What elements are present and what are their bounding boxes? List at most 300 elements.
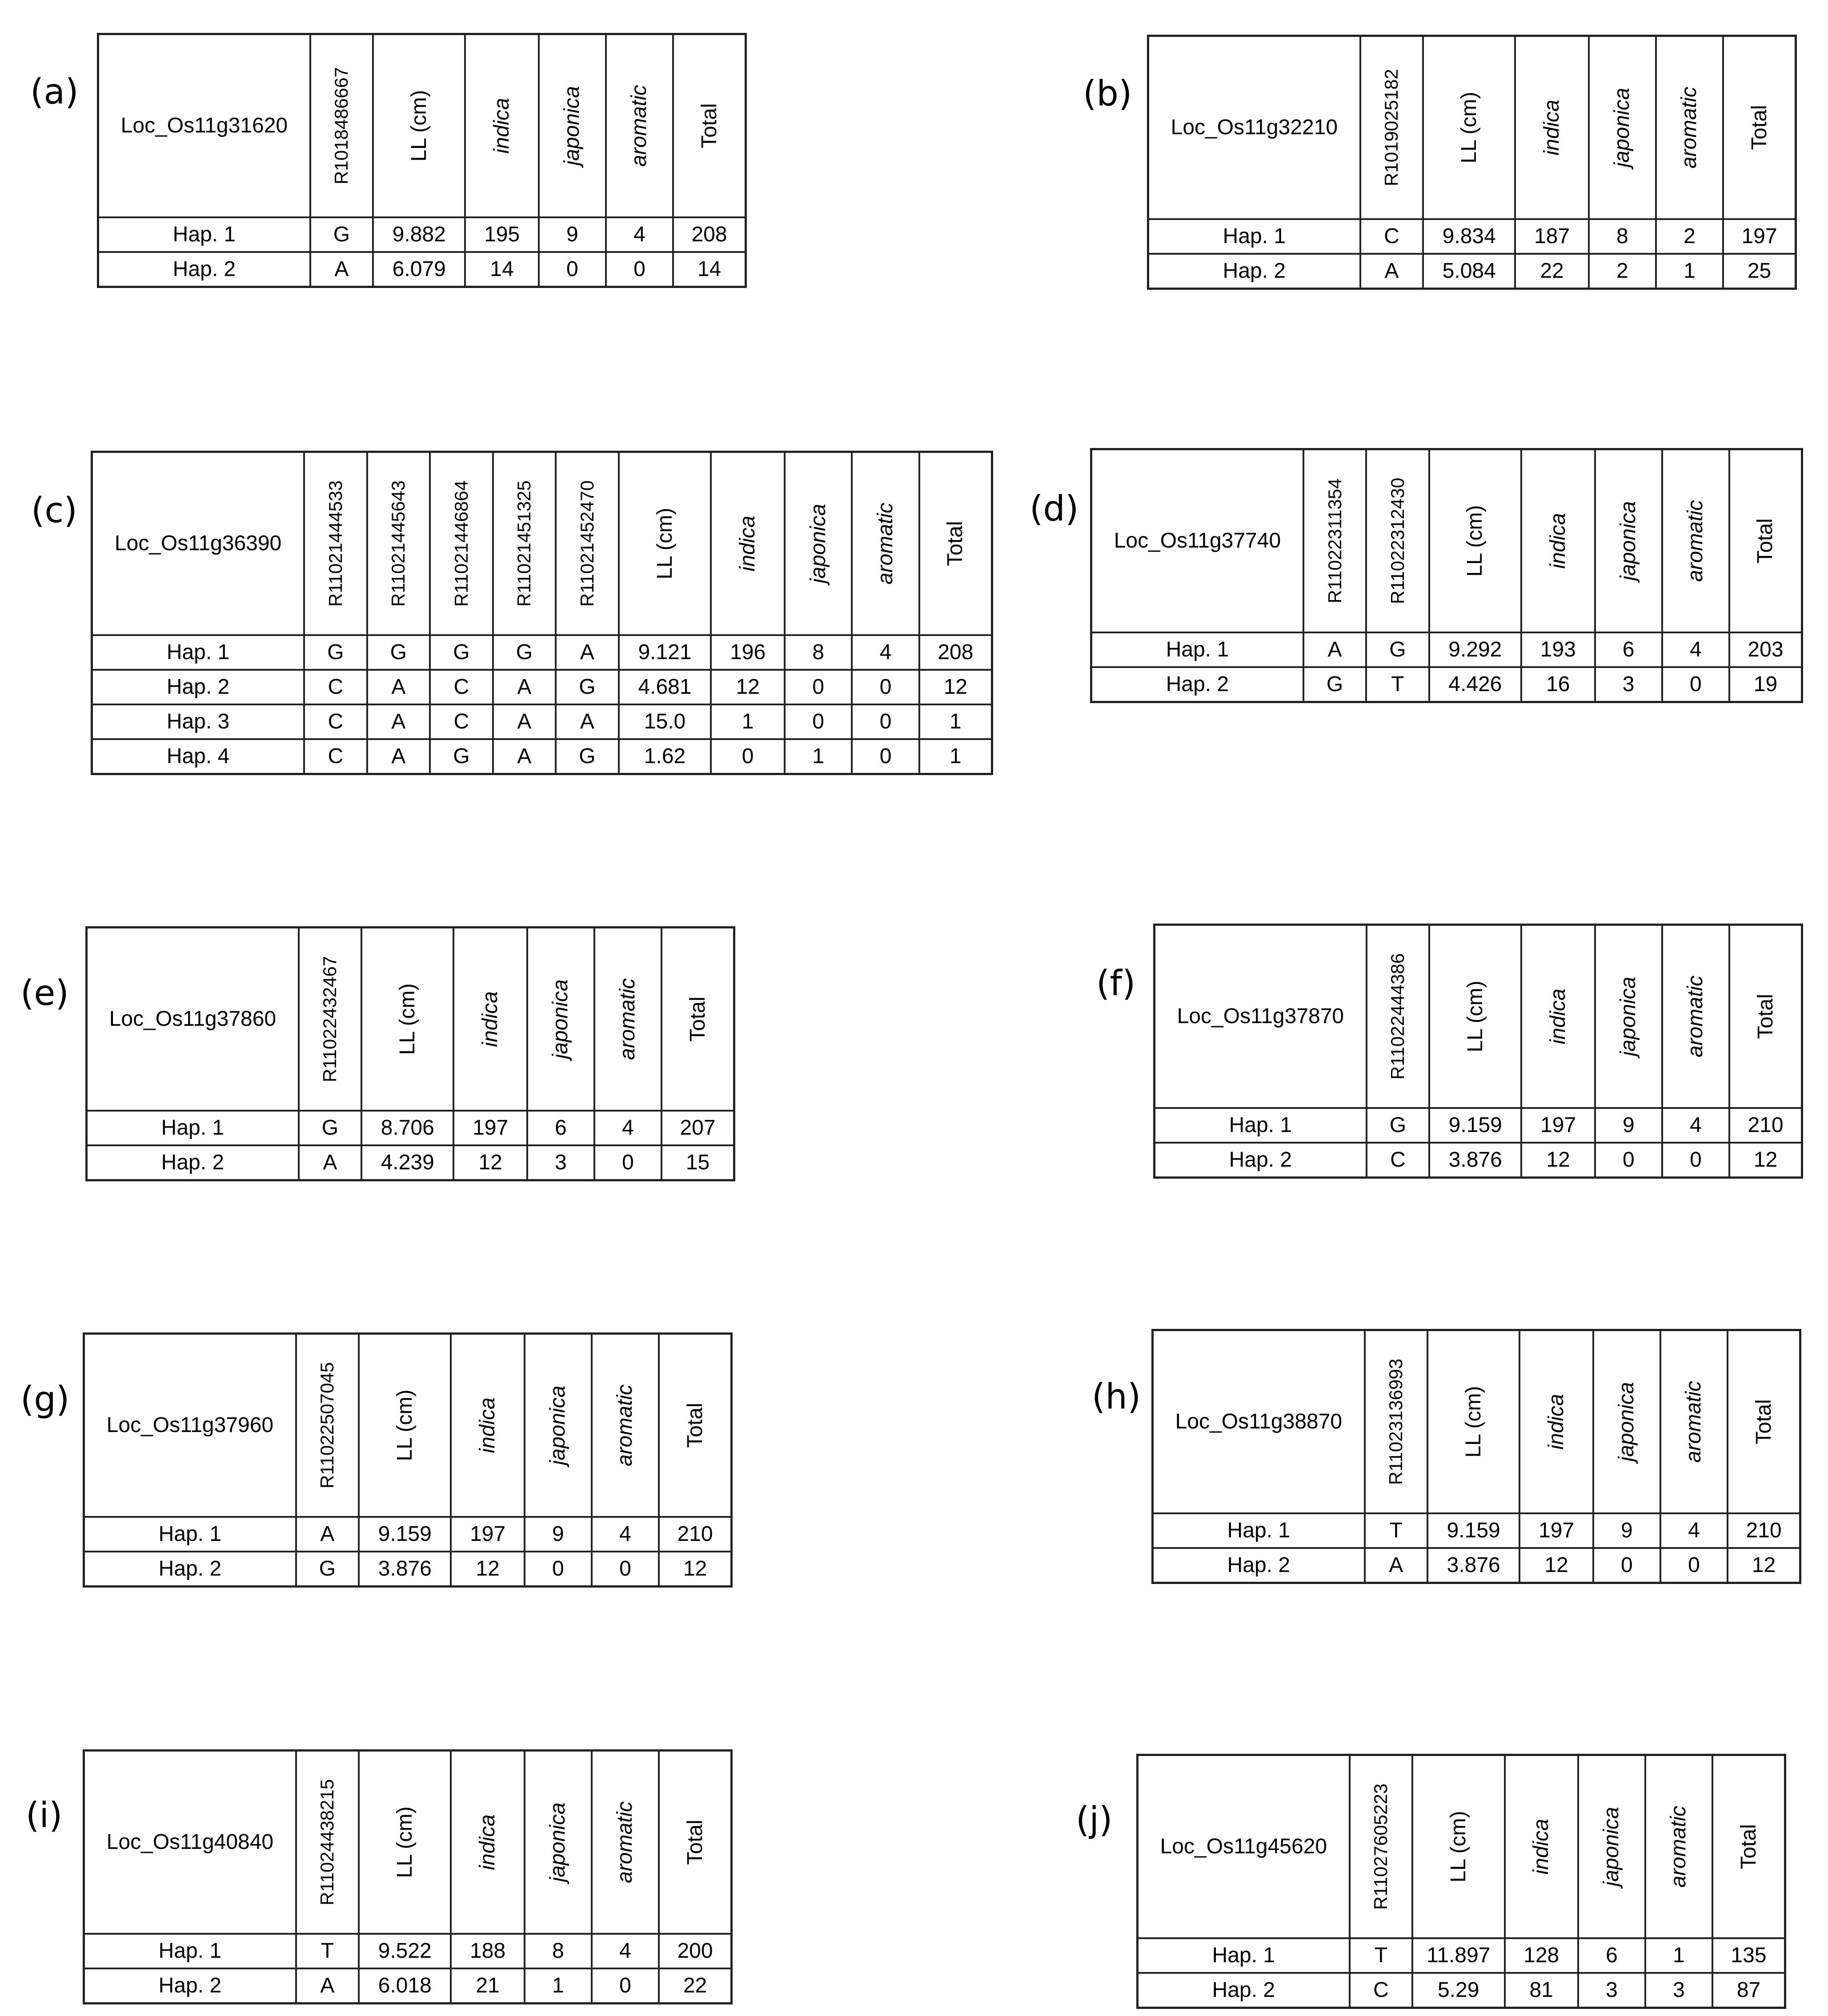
indica-count: 21 xyxy=(451,1968,524,2004)
allele-cell: A xyxy=(296,1517,359,1552)
column-header-label: Total xyxy=(683,1403,707,1448)
table-row xyxy=(1138,1938,1785,1973)
haplotype-table xyxy=(91,451,993,775)
indica-count: 12 xyxy=(453,1145,527,1180)
haplotype-table xyxy=(97,33,747,288)
allele-cell: T xyxy=(1365,1513,1427,1548)
total-count: 25 xyxy=(1723,254,1796,289)
marker-header xyxy=(1360,36,1423,220)
hap-label: Hap. 2 xyxy=(1138,1973,1350,2008)
column-header-label: LL (cm) xyxy=(1463,505,1487,577)
indica-count: 12 xyxy=(711,670,785,704)
column-header-label: Total xyxy=(1747,105,1771,150)
hap-label: Hap. 2 xyxy=(87,1145,299,1180)
japonica-header xyxy=(785,452,852,636)
column-header-label: indica xyxy=(1546,988,1570,1044)
panel-label: (i) xyxy=(26,1796,63,1836)
allele-cell: C xyxy=(304,704,367,739)
allele-cell: C xyxy=(1367,1143,1429,1178)
column-header-label: japonica xyxy=(806,504,830,584)
table-row xyxy=(87,1145,734,1180)
hap-label: Hap. 2 xyxy=(1148,254,1360,289)
panel-label: (a) xyxy=(30,72,79,112)
table-row xyxy=(98,217,746,252)
column-header-label: indica xyxy=(478,991,502,1047)
total-count: 203 xyxy=(1729,632,1802,667)
column-header-label: LL (cm) xyxy=(395,983,419,1055)
column-header-label: japonica xyxy=(546,1802,570,1882)
marker-header xyxy=(299,928,361,1111)
aromatic-count: 0 xyxy=(852,670,919,704)
aromatic-count: 4 xyxy=(1662,632,1729,667)
allele-cell: G xyxy=(1366,632,1429,667)
indica-header xyxy=(1521,449,1595,633)
table-row xyxy=(98,252,746,287)
aromatic-count: 1 xyxy=(1656,254,1723,289)
japonica-header xyxy=(1593,1330,1660,1514)
column-header-label: LL (cm) xyxy=(407,90,431,162)
ll-value: 9.159 xyxy=(359,1517,451,1552)
allele-cell: T xyxy=(1350,1938,1412,1973)
panel-label: (e) xyxy=(20,973,69,1013)
allele-cell: G xyxy=(1367,1108,1429,1143)
aromatic-header xyxy=(1660,1330,1728,1514)
ll-value: 6.018 xyxy=(359,1968,451,2004)
marker-id: R11022312430 xyxy=(1387,477,1408,604)
column-header-label: Total xyxy=(1752,1399,1776,1444)
hap-label: Hap. 2 xyxy=(84,1552,296,1587)
marker-header xyxy=(1365,1330,1427,1514)
column-header-label: japonica xyxy=(1616,976,1640,1056)
total-count: 208 xyxy=(919,635,992,670)
japonica-header xyxy=(525,1751,592,1934)
japonica-count: 0 xyxy=(785,704,852,739)
haplotype-table xyxy=(1153,924,1803,1179)
panel-label: (c) xyxy=(31,491,77,531)
ll-header xyxy=(373,34,465,218)
indica-count: 81 xyxy=(1505,1973,1578,2008)
japonica-count: 6 xyxy=(1578,1938,1645,1973)
panel-label: (d) xyxy=(1030,489,1079,529)
marker-header xyxy=(304,452,367,636)
indica-count: 195 xyxy=(465,217,538,252)
table-row xyxy=(1091,667,1802,702)
column-header-label: japonica xyxy=(1610,88,1634,168)
hap-label: Hap. 1 xyxy=(1091,632,1303,667)
allele-cell: C xyxy=(1360,219,1423,254)
indica-count: 16 xyxy=(1521,667,1595,702)
hap-label: Hap. 1 xyxy=(1155,1108,1367,1143)
allele-cell: A xyxy=(310,252,373,287)
japonica-count: 8 xyxy=(1589,219,1656,254)
column-header-label: LL (cm) xyxy=(1446,1811,1470,1883)
total-count: 1 xyxy=(919,704,992,739)
table-header-row xyxy=(84,1751,732,1934)
indica-count: 1 xyxy=(711,704,785,739)
marker-id: R11022432467 xyxy=(319,956,341,1083)
allele-cell: G xyxy=(430,739,493,774)
total-count: 14 xyxy=(673,252,746,287)
indica-count: 188 xyxy=(451,1934,524,1968)
ll-header xyxy=(359,1334,451,1517)
column-header-label: LL (cm) xyxy=(1463,980,1487,1052)
table-header-row xyxy=(84,1334,732,1517)
ll-value: 9.159 xyxy=(1427,1513,1519,1548)
allele-cell: A xyxy=(556,635,619,670)
column-header-label: japonica xyxy=(560,86,584,166)
indica-count: 197 xyxy=(1521,1108,1595,1143)
column-header-label: aromatic xyxy=(874,502,898,585)
aromatic-count: 4 xyxy=(852,635,919,670)
aromatic-header xyxy=(1645,1755,1712,1939)
marker-id: R11027605223 xyxy=(1370,1783,1391,1910)
japonica-header xyxy=(539,34,606,218)
ll-value: 11.897 xyxy=(1412,1938,1505,1973)
marker-header xyxy=(310,34,373,218)
ll-header xyxy=(1427,1330,1519,1514)
column-header-label: aromatic xyxy=(1667,1805,1691,1888)
total-header xyxy=(659,1751,731,1934)
aromatic-count: 4 xyxy=(1662,1108,1729,1143)
indica-header xyxy=(453,928,527,1111)
marker-id: R11024438215 xyxy=(317,1779,338,1906)
japonica-count: 9 xyxy=(525,1517,592,1552)
aromatic-count: 0 xyxy=(594,1145,661,1180)
total-count: 207 xyxy=(661,1111,734,1145)
ll-value: 3.876 xyxy=(359,1552,451,1587)
indica-header xyxy=(1521,925,1595,1108)
total-count: 210 xyxy=(1728,1513,1800,1548)
aromatic-count: 0 xyxy=(852,704,919,739)
indica-count: 12 xyxy=(451,1552,524,1587)
gene-id: Loc_Os11g40840 xyxy=(84,1751,296,1934)
indica-count: 197 xyxy=(1519,1513,1593,1548)
total-count: 12 xyxy=(1729,1143,1802,1178)
ll-value: 3.876 xyxy=(1427,1548,1519,1583)
ll-value: 4.426 xyxy=(1429,667,1521,702)
marker-id: R11023136993 xyxy=(1385,1358,1407,1485)
column-header-label: aromatic xyxy=(627,84,651,167)
allele-cell: A xyxy=(556,704,619,739)
panel-label: (b) xyxy=(1083,74,1132,114)
ll-header xyxy=(361,928,453,1111)
haplotype-table xyxy=(1147,35,1797,290)
column-header-label: indica xyxy=(476,1397,500,1453)
column-header-label: aromatic xyxy=(613,1801,637,1884)
gene-id: Loc_Os11g37960 xyxy=(84,1334,296,1517)
ll-value: 9.522 xyxy=(359,1934,451,1968)
ll-value: 6.079 xyxy=(373,252,465,287)
ll-value: 9.159 xyxy=(1429,1108,1521,1143)
ll-value: 1.62 xyxy=(619,739,711,774)
table-row xyxy=(84,1968,732,2004)
panel-label: (f) xyxy=(1096,964,1136,1004)
aromatic-count: 0 xyxy=(1662,1143,1729,1178)
allele-cell: T xyxy=(296,1934,359,1968)
aromatic-count: 2 xyxy=(1656,219,1723,254)
ll-header xyxy=(359,1751,451,1934)
japonica-count: 3 xyxy=(527,1145,594,1180)
indica-count: 22 xyxy=(1515,254,1588,289)
table-row xyxy=(92,670,992,704)
total-count: 210 xyxy=(1729,1108,1802,1143)
column-header-label: aromatic xyxy=(616,978,640,1060)
aromatic-header xyxy=(592,1334,659,1517)
gene-id: Loc_Os11g45620 xyxy=(1138,1755,1350,1939)
column-header-label: japonica xyxy=(1615,1382,1639,1462)
indica-header xyxy=(451,1334,524,1517)
total-header xyxy=(1728,1330,1800,1514)
total-header xyxy=(1729,449,1802,633)
allele-cell: C xyxy=(1350,1973,1412,2008)
table-header-row xyxy=(1091,449,1802,633)
table-header-row xyxy=(1155,925,1802,1108)
allele-cell: C xyxy=(304,670,367,704)
indica-header xyxy=(1519,1330,1593,1514)
total-count: 12 xyxy=(919,670,992,704)
column-header-label: Total xyxy=(686,996,710,1042)
ll-header xyxy=(1429,925,1521,1108)
allele-cell: C xyxy=(430,704,493,739)
allele-cell: A xyxy=(1365,1548,1427,1583)
column-header-label: Total xyxy=(1753,518,1777,564)
column-header-label: aromatic xyxy=(1684,500,1708,582)
hap-label: Hap. 2 xyxy=(84,1968,296,2004)
haplotype-table xyxy=(1151,1329,1801,1584)
panel-label: (h) xyxy=(1092,1377,1141,1417)
table-row xyxy=(92,739,992,774)
hap-label: Hap. 2 xyxy=(92,670,305,704)
japonica-count: 1 xyxy=(525,1968,592,2004)
aromatic-count: 0 xyxy=(1662,667,1729,702)
allele-cell: G xyxy=(430,635,493,670)
japonica-count: 1 xyxy=(785,739,852,774)
marker-header xyxy=(367,452,430,636)
allele-cell: A xyxy=(299,1145,361,1180)
allele-cell: G xyxy=(299,1111,361,1145)
table-header-row xyxy=(1153,1330,1800,1514)
hap-label: Hap. 4 xyxy=(92,739,305,774)
column-header-label: Total xyxy=(1736,1824,1760,1869)
column-header-label: Total xyxy=(1753,994,1777,1039)
column-header-label: indica xyxy=(736,516,760,572)
table-header-row xyxy=(87,928,734,1111)
column-header-label: indica xyxy=(1540,100,1564,156)
table-row xyxy=(1138,1973,1785,2008)
column-header-label: japonica xyxy=(1600,1807,1624,1887)
aromatic-count: 0 xyxy=(852,739,919,774)
allele-cell: G xyxy=(1303,667,1366,702)
allele-cell: A xyxy=(1303,632,1366,667)
total-count: 15 xyxy=(661,1145,734,1180)
hap-label: Hap. 3 xyxy=(92,704,305,739)
total-count: 19 xyxy=(1729,667,1802,702)
table-row xyxy=(92,704,992,739)
column-header-label: indica xyxy=(1544,1394,1568,1450)
allele-cell: G xyxy=(493,635,556,670)
allele-cell: G xyxy=(304,635,367,670)
marker-header xyxy=(430,452,493,636)
total-count: 12 xyxy=(659,1552,731,1587)
indica-count: 193 xyxy=(1521,632,1595,667)
indica-header xyxy=(1505,1755,1578,1939)
table-row xyxy=(1153,1548,1800,1583)
aromatic-header xyxy=(606,34,673,218)
column-header-label: LL (cm) xyxy=(1461,1386,1485,1458)
column-header-label: japonica xyxy=(549,979,573,1059)
hap-label: Hap. 1 xyxy=(1153,1513,1365,1548)
japonica-header xyxy=(1595,449,1662,633)
column-header-label: aromatic xyxy=(1684,975,1708,1058)
allele-cell: G xyxy=(296,1552,359,1587)
allele-cell: G xyxy=(310,217,373,252)
marker-id: R11021452470 xyxy=(576,480,597,607)
hap-label: Hap. 1 xyxy=(92,635,305,670)
japonica-count: 8 xyxy=(785,635,852,670)
marker-id: R11021446864 xyxy=(450,480,472,607)
haplotype-table xyxy=(85,926,735,1181)
column-header-label: Total xyxy=(683,1820,707,1865)
indica-count: 12 xyxy=(1519,1548,1593,1583)
hap-label: Hap. 1 xyxy=(98,217,310,252)
allele-cell: A xyxy=(493,670,556,704)
marker-header xyxy=(493,452,556,636)
allele-cell: A xyxy=(367,739,430,774)
column-header-label: LL (cm) xyxy=(653,508,677,580)
hap-label: Hap. 2 xyxy=(1153,1548,1365,1583)
marker-id: R11022444386 xyxy=(1387,953,1408,1080)
japonica-header xyxy=(1589,36,1656,220)
hap-label: Hap. 2 xyxy=(98,252,310,287)
japonica-count: 9 xyxy=(539,217,606,252)
column-header-label: LL (cm) xyxy=(393,1389,417,1461)
indica-count: 128 xyxy=(1505,1938,1578,1973)
column-header-label: aromatic xyxy=(1682,1380,1706,1463)
column-header-label: LL (cm) xyxy=(393,1806,417,1878)
total-header xyxy=(661,928,734,1111)
marker-header xyxy=(1303,449,1366,633)
haplotype-table xyxy=(1136,1754,1786,2009)
ll-value: 8.706 xyxy=(361,1111,453,1145)
marker-header xyxy=(1350,1755,1412,1939)
gene-id: Loc_Os11g37870 xyxy=(1155,925,1367,1108)
column-header-label: indica xyxy=(490,98,514,154)
allele-cell: A xyxy=(493,739,556,774)
aromatic-count: 4 xyxy=(606,217,673,252)
aromatic-count: 1 xyxy=(1645,1938,1712,1973)
column-header-label: Total xyxy=(943,521,967,566)
ll-value: 5.084 xyxy=(1423,254,1515,289)
allele-cell: G xyxy=(367,635,430,670)
total-count: 200 xyxy=(659,1934,731,1968)
table-row xyxy=(1148,219,1796,254)
ll-header xyxy=(1429,449,1521,633)
ll-value: 4.681 xyxy=(619,670,711,704)
marker-header xyxy=(1366,449,1429,633)
table-row xyxy=(1155,1143,1802,1178)
ll-value: 9.292 xyxy=(1429,632,1521,667)
marker-id: R11021451325 xyxy=(513,480,535,607)
japonica-count: 6 xyxy=(527,1111,594,1145)
marker-header xyxy=(296,1334,359,1517)
ll-value: 9.882 xyxy=(373,217,465,252)
japonica-count: 9 xyxy=(1593,1513,1660,1548)
japonica-count: 0 xyxy=(539,252,606,287)
hap-label: Hap. 1 xyxy=(84,1517,296,1552)
marker-id: R1018486667 xyxy=(331,67,352,184)
indica-header xyxy=(451,1751,524,1934)
table-row xyxy=(84,1934,732,1968)
total-header xyxy=(673,34,746,218)
column-header-label: indica xyxy=(1529,1819,1553,1875)
total-count: 197 xyxy=(1723,219,1796,254)
column-header-label: Total xyxy=(697,103,721,148)
table-row xyxy=(84,1552,732,1587)
ll-header xyxy=(1412,1755,1505,1939)
column-header-label: indica xyxy=(476,1814,500,1870)
allele-cell: G xyxy=(556,670,619,704)
hap-label: Hap. 1 xyxy=(84,1934,296,1968)
aromatic-count: 4 xyxy=(592,1934,659,1968)
marker-header xyxy=(296,1751,359,1934)
total-count: 87 xyxy=(1712,1973,1785,2008)
marker-id: R1019025182 xyxy=(1381,69,1402,186)
column-header-label: aromatic xyxy=(1677,86,1701,169)
haplotype-table xyxy=(1090,448,1803,703)
table-row xyxy=(92,635,992,670)
haplotype-table xyxy=(83,1749,733,2004)
column-header-label: aromatic xyxy=(613,1384,637,1467)
japonica-count: 0 xyxy=(1595,1143,1662,1178)
column-header-label: LL (cm) xyxy=(1457,92,1481,164)
japonica-count: 0 xyxy=(1593,1548,1660,1583)
indica-count: 197 xyxy=(453,1111,527,1145)
japonica-header xyxy=(527,928,594,1111)
table-row xyxy=(1153,1513,1800,1548)
aromatic-count: 4 xyxy=(1660,1513,1728,1548)
gene-id: Loc_Os11g37860 xyxy=(87,928,299,1111)
hap-label: Hap. 1 xyxy=(1138,1938,1350,1973)
marker-id: R11022311354 xyxy=(1324,478,1345,604)
total-count: 1 xyxy=(919,739,992,774)
hap-label: Hap. 2 xyxy=(1155,1143,1367,1178)
table-header-row xyxy=(98,34,746,218)
ll-header xyxy=(619,452,711,636)
aromatic-header xyxy=(594,928,661,1111)
japonica-header xyxy=(525,1334,592,1517)
japonica-count: 0 xyxy=(525,1552,592,1587)
gene-id: Loc_Os11g37740 xyxy=(1091,449,1303,633)
aromatic-count: 0 xyxy=(592,1968,659,2004)
aromatic-header xyxy=(1662,449,1729,633)
indica-header xyxy=(711,452,785,636)
ll-value: 15.0 xyxy=(619,704,711,739)
aromatic-count: 0 xyxy=(592,1552,659,1587)
aromatic-header xyxy=(1662,925,1729,1108)
table-row xyxy=(84,1517,732,1552)
allele-cell: A xyxy=(367,704,430,739)
aromatic-header xyxy=(592,1751,659,1934)
marker-header xyxy=(1367,925,1429,1108)
indica-header xyxy=(1515,36,1588,220)
ll-header xyxy=(1423,36,1515,220)
allele-cell: A xyxy=(367,670,430,704)
ll-value: 9.834 xyxy=(1423,219,1515,254)
hap-label: Hap. 1 xyxy=(87,1111,299,1145)
marker-header xyxy=(556,452,619,636)
allele-cell: C xyxy=(304,739,367,774)
allele-cell: T xyxy=(1366,667,1429,702)
